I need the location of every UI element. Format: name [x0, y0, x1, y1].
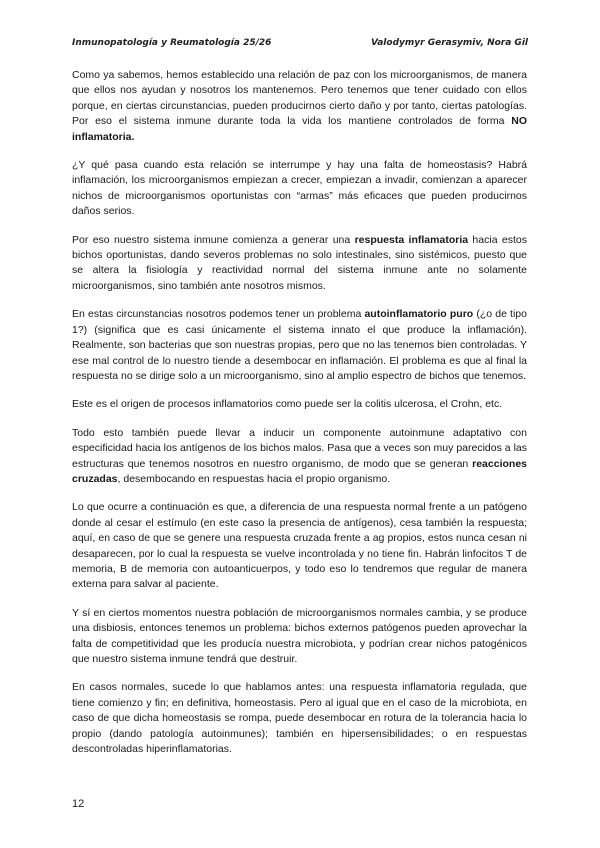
paragraph-2: ¿Y qué pasa cuando esta relación se interrumpe y hay una falta de homeostasis? Habrá inflamación, los microorganismos empiezan a crecer, empiezan a invadir, comienzan a aparecer nichos de microorganismos oportunistas con “armas” más eficaces que pueden producirnos daños serios.	[72, 159, 527, 218]
paragraph-6-text-c: , desembocando en respuestas hacia el propio organismo.	[117, 472, 391, 485]
paragraph-4-text-a: En estas circunstancias nosotros podemos tener un problema	[72, 308, 365, 321]
paragraph-1-text: Como ya sabemos, hemos establecido una relación de paz con los microorganismos, de manera que ellos nos ayudan y nosotros los mantenemos. Pero tenemos que tener cuidado con ellos porque, en ciertas circunstancias, pueden producirnos cierto daño y por tanto, ciertas patologías. Por eso el sistema inmune durante toda la vida los mantiene controlados de forma	[72, 69, 527, 128]
header-course-title: Inmunopatología y Reumatología 25/26	[72, 38, 272, 48]
paragraph-7: Lo que ocurre a continuación es que, a diferencia de una respuesta normal frente a un patógeno donde al cesar el estímulo (en este caso la presencia de antígenos), cesa también la respuesta; aquí, en caso de que se genere una respuesta cruzada frente a ag propios, estos nunca cesan ni desaparecen, por lo cual la respuesta se vuelve incontrolada y no tiene fin. Habrán linfocitos T de memoria, B de memoria con autoanticuerpos, y todo eso lo tendremos que regular de manera externa para salvar al paciente.	[72, 501, 527, 591]
paragraph-6	[72, 426, 527, 488]
paragraph-4-text-c: (¿o de tipo 1?) (significa que es casi únicamente el sistema innato el que produce la inflamación). Realmente, son bacterias que son nuestras propias, pero que no las tenemos bien controladas. Y ese mal control de lo nuestro tiende a desembocar en inflamación. El problema es que al final la respuesta no se dirige solo a un microorganismo, sino al amplio espectro de bichos que tenemos.	[72, 308, 527, 382]
paragraph-3-text-a: Por eso nuestro sistema inmune comienza a generar una	[72, 233, 355, 246]
paragraph-1-bold: NO inflamatoria.	[72, 115, 527, 143]
paragraph-3-text-c: hacia estos bichos oportunistas, dando severos problemas no solo intestinales, sino sistémicos, puesto que se altera la fisiología y reactividad normal del sistema inmune ante no solamente microorganismos, sino también ante nosotros mismos.	[72, 233, 527, 292]
paragraph-6-bold: reacciones cruzadas	[72, 457, 527, 485]
paragraph-4	[72, 307, 527, 384]
paragraph-5: Este es el origen de procesos inflamatorios como puede ser la colitis ulcerosa, el Crohn, etc.	[72, 398, 503, 411]
body-text	[72, 68, 527, 770]
header-authors: Valodymyr Gerasymiv, Nora Gil	[370, 38, 528, 48]
paragraph-3	[72, 233, 527, 295]
paragraph-6-text-a: Todo esto también puede llevar a inducir un componente autoinmune adaptativo con especificidad hacia los antígenos de los bichos malos. Pasa que a veces son muy parecidos a las estructuras que tenemos nosotros en nuestro organismo, de modo que se generan	[72, 426, 527, 470]
paragraph-3-bold: respuesta inflamatoria	[354, 233, 469, 246]
paragraph-9: En casos normales, sucede lo que hablamos antes: una respuesta inflamatoria regulada, que tiene comienzo y fin; en definitiva, homeostasis. Pero al igual que en el caso de la microbiota, en caso de que dicha homeostasis se rompa, puede desembocar en rotura de la tolerancia hacia lo propio (dando patología autoinmunes); también en hipersensibilidades; o en respuestas descontroladas hiperinflamatorias.	[72, 681, 527, 756]
paragraph-8: Y sí en ciertos momentos nuestra población de microorganismos normales cambia, y se produce una disbiosis, entonces tenemos un problema: bichos externos patógenos pueden aprovechar la falta de competitividad que les producía nuestra microbiota, y podrían crear nichos patogénicos que nuestro sistema inmune tendrá que destruir.	[72, 606, 527, 665]
page-number: 12	[72, 798, 85, 810]
paragraph-4-bold: autoinflamatorio puro	[364, 308, 474, 321]
page-header	[72, 38, 528, 48]
paragraph-1	[72, 68, 527, 145]
